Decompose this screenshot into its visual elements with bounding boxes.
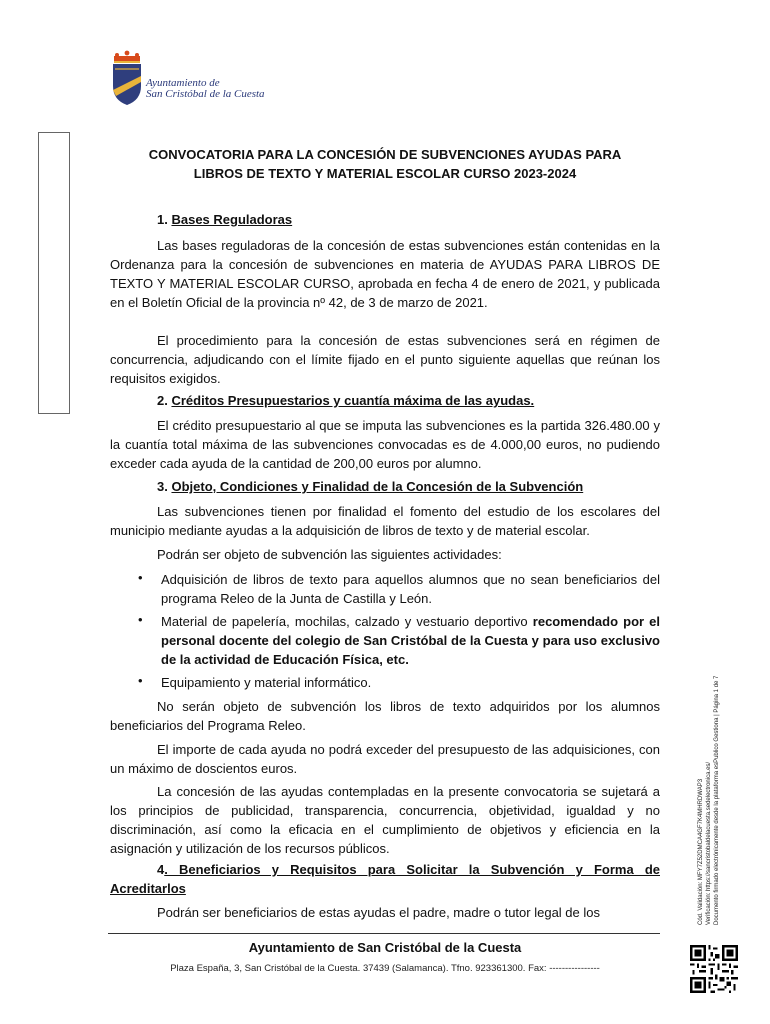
section-1-paragraph-2: El procedimiento para la concesión de estas subvenciones será en régimen de concurrencia, adjudicando con el límite fijado en el punto siguiente aquellas que reúnan los requisitos exigidos. <box>110 333 660 386</box>
validation-side-note <box>697 675 721 925</box>
section-2-title: Créditos Presupuestarios y cuantía máxima de las ayudas. <box>171 393 535 408</box>
section-4-title: . Beneficiarios y Requisitos para Solicitar la Subvención y Forma de Acreditarlos <box>110 862 660 896</box>
bullet-2-text <box>161 612 660 669</box>
section-4-number: 4 <box>157 862 165 877</box>
qr-code-icon <box>690 945 738 993</box>
bullet-1-text: Adquisición de libros de texto para aquellos alumnos que no sean beneficiarios del programa Releo de la Junta de Castilla y León. <box>161 572 660 606</box>
section-1-title: Bases Reguladoras <box>171 212 293 227</box>
registration-stamp-box <box>38 132 70 414</box>
verification-url: Verificación: https://sancristobaldelacuesta.sedelectronica.es/ <box>706 761 712 925</box>
section-4-paragraph-1: Podrán ser beneficiarios de estas ayudas el padre, madre o tutor legal de los <box>157 905 600 920</box>
section-3-paragraph-4: El importe de cada ayuda no podrá exceder del presupuesto de las adquisiciones, con un máximo de doscientos euros. <box>110 742 660 776</box>
validation-code: Cód. Validación: MFY7Z52DMCA4GF7K4MHRDWAP3 <box>698 778 704 925</box>
logo-line-2: San Cristóbal de la Cuesta <box>146 88 265 100</box>
footer-organization-name: Ayuntamiento de San Cristóbal de la Cuesta <box>248 940 522 955</box>
section-3-title: Objeto, Condiciones y Finalidad de la Concesión de la Subvención <box>171 479 584 494</box>
bullet-2-glyph: • <box>138 612 143 627</box>
section-2-number: 2. <box>157 393 172 408</box>
section-1-heading <box>157 211 292 228</box>
section-3-heading <box>157 478 583 495</box>
bullet-1-glyph: • <box>138 570 143 585</box>
title-line-1: CONVOCATORIA PARA LA CONCESIÓN DE SUBVENCIONES AYUDAS PARA <box>148 147 622 162</box>
bullet-2-bold-text: recomendado por el personal docente del colegio de San Cristóbal de la Cuesta y para uso exclusivo de la actividad de Educación Física, etc. <box>161 614 661 667</box>
section-3-paragraph-3: No serán objeto de subvención los libros de texto adquiridos por los alumnos beneficiarios del Programa Releo. <box>110 699 660 733</box>
logo-line-1: Ayuntamiento de <box>146 77 220 89</box>
footer-address: Plaza España, 3, San Cristóbal de la Cuesta. 37439 (Salamanca). Tfno. 923361300. Fax: ---------------- <box>170 963 600 974</box>
document-title <box>110 145 660 183</box>
section-3-paragraph-2: Podrán ser objeto de subvención las siguientes actividades: <box>157 547 502 562</box>
logo-text <box>146 78 265 100</box>
title-line-2: LIBROS DE TEXTO Y MATERIAL ESCOLAR CURSO 2023-2024 <box>193 166 577 181</box>
section-1-paragraph-1: Las bases reguladoras de la concesión de estas subvenciones están contenidas en la Ordenanza para la concesión de subvenciones en materia de AYUDAS PARA LIBROS DE TEXTO Y MATERIAL ESCOLAR CURSO, aprobada en fecha 4 de enero de 2021, y publicada en el Boletín Oficial de la provincia nº 42, de 3 de marzo de 2021. <box>110 238 660 310</box>
footer-divider <box>108 933 660 934</box>
section-3-paragraph-1: Las subvenciones tienen por finalidad el fomento del estudio de los escolares del municipio mediante ayudas a la adquisición de libros de texto y de material escolar. <box>110 504 660 538</box>
bullet-3-glyph: • <box>138 673 143 688</box>
section-2-paragraph-1: El crédito presupuestario al que se imputa las subvenciones es la partida 326.480.00 y la cuantía total máxima de las subvenciones convocadas es de 4.000,00 euros, no pudiendo exceder cada ayuda de la cantidad de 200,00 euros por alumno. <box>110 418 660 471</box>
bullet-2-plain-text: Material de papelería, mochilas, calzado y vestuario deportivo <box>161 614 533 629</box>
signature-page-info: Documento firmado electrónicamente desde la plataforma esPublico Gestiona | Página 1 de 7 <box>714 675 720 925</box>
section-1-number: 1. <box>157 212 172 227</box>
bullet-3-text: Equipamiento y material informático. <box>161 675 372 690</box>
section-4-heading <box>110 860 660 898</box>
section-2-heading <box>157 392 534 409</box>
section-3-number: 3. <box>157 479 172 494</box>
section-3-paragraph-5: La concesión de las ayudas contempladas en la presente convocatoria se sujetará a los principios de publicidad, transparencia, concurrencia, objetividad, igualdad y no discriminación, así como la eficacia en el cumplimiento de objetivos y eficiencia en la asignación y utilización de los recursos públicos. <box>110 784 660 856</box>
